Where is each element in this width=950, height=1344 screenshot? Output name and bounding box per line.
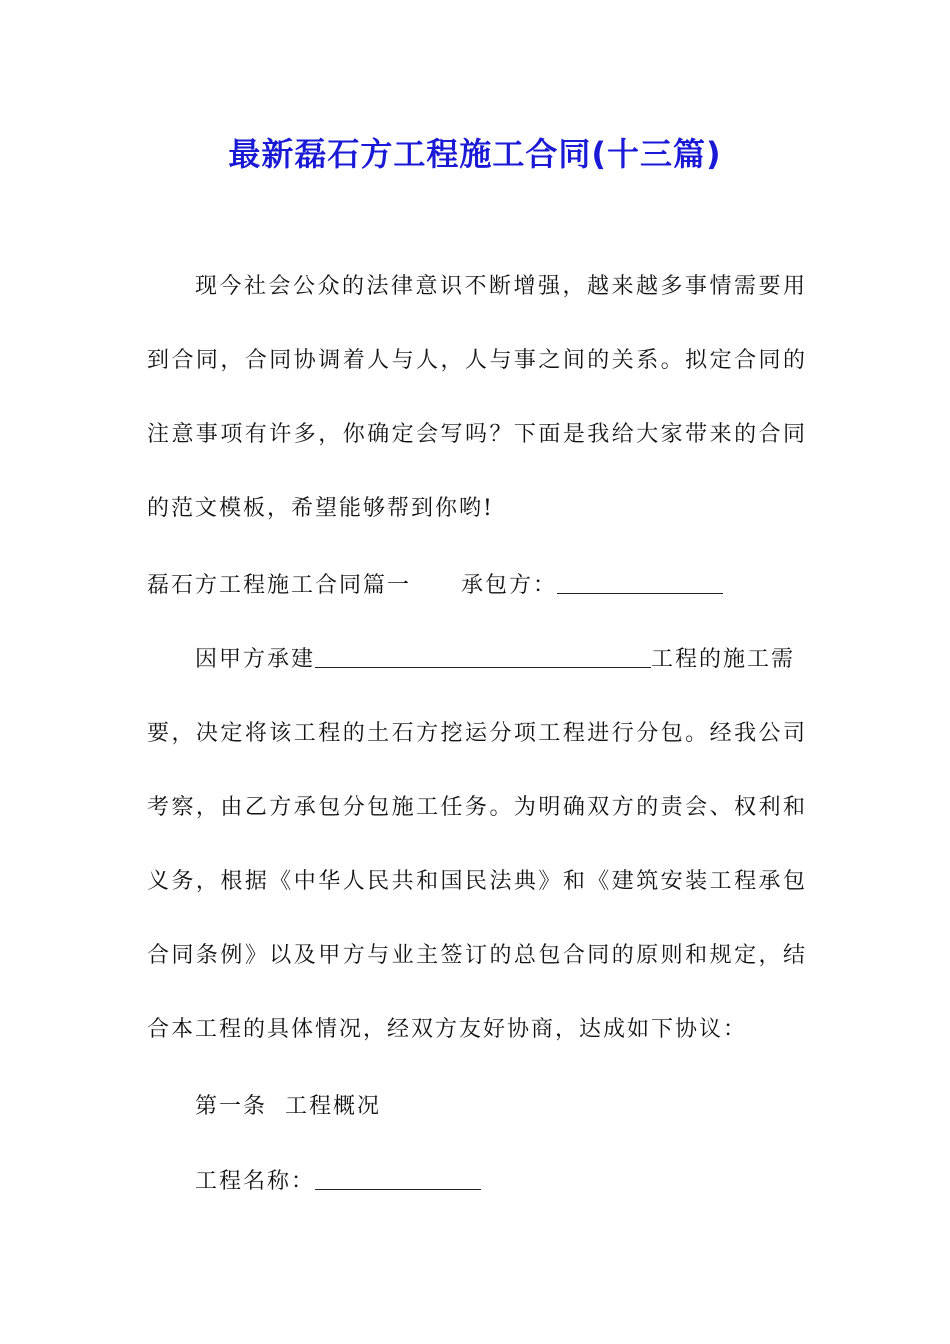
body-line-2: 要，决定将该工程的土石方挖运分项工程进行分包。经我公司: [147, 721, 807, 746]
section-heading: 磊石方工程施工合同篇一: [147, 573, 412, 598]
intro-line-2: 到合同，合同协调着人与人，人与事之间的关系。拟定合同的: [147, 348, 807, 373]
body-line-3: 考察，由乙方承包分包施工任务。为明确双方的责会、权利和: [147, 795, 807, 820]
section-heading-row: [147, 566, 723, 606]
intro-line-3: 注意事项有许多，你确定会写吗？下面是我给大家带来的合同: [147, 422, 807, 447]
body-line-4: 义务，根据《中华人民共和国民法典》和《建筑安装工程承包: [147, 869, 807, 894]
project-name-blank: [315, 1167, 481, 1190]
body-first-suffix: 工程的施工需: [651, 647, 796, 672]
body-line-6: 合本工程的具体情况，经双方友好协商，达成如下协议：: [147, 1017, 748, 1042]
project-name-row: [195, 1162, 481, 1202]
intro-line-4: 的范文模板，希望能够帮到你哟!: [147, 496, 494, 521]
body-first-prefix: 因甲方承建: [195, 647, 316, 672]
body-first-line: [195, 640, 795, 680]
project-name-label: 工程名称：: [195, 1169, 316, 1194]
intro-paragraph: [147, 250, 807, 546]
article-1-heading: 第一条 工程概况: [195, 1094, 381, 1119]
document-title: 最新磊石方工程施工合同(十三篇): [228, 135, 722, 173]
contractor-label: 承包方：: [461, 573, 558, 598]
intro-line-1: 现今社会公众的法律意识不断增强，越来越多事情需要用: [195, 274, 807, 299]
body-paragraph: [147, 697, 807, 1067]
body-line-5: 合同条例》以及甲方与业主签订的总包合同的原则和规定，结: [147, 943, 807, 968]
contractor-blank: [557, 571, 723, 594]
project-blank: [315, 645, 651, 668]
